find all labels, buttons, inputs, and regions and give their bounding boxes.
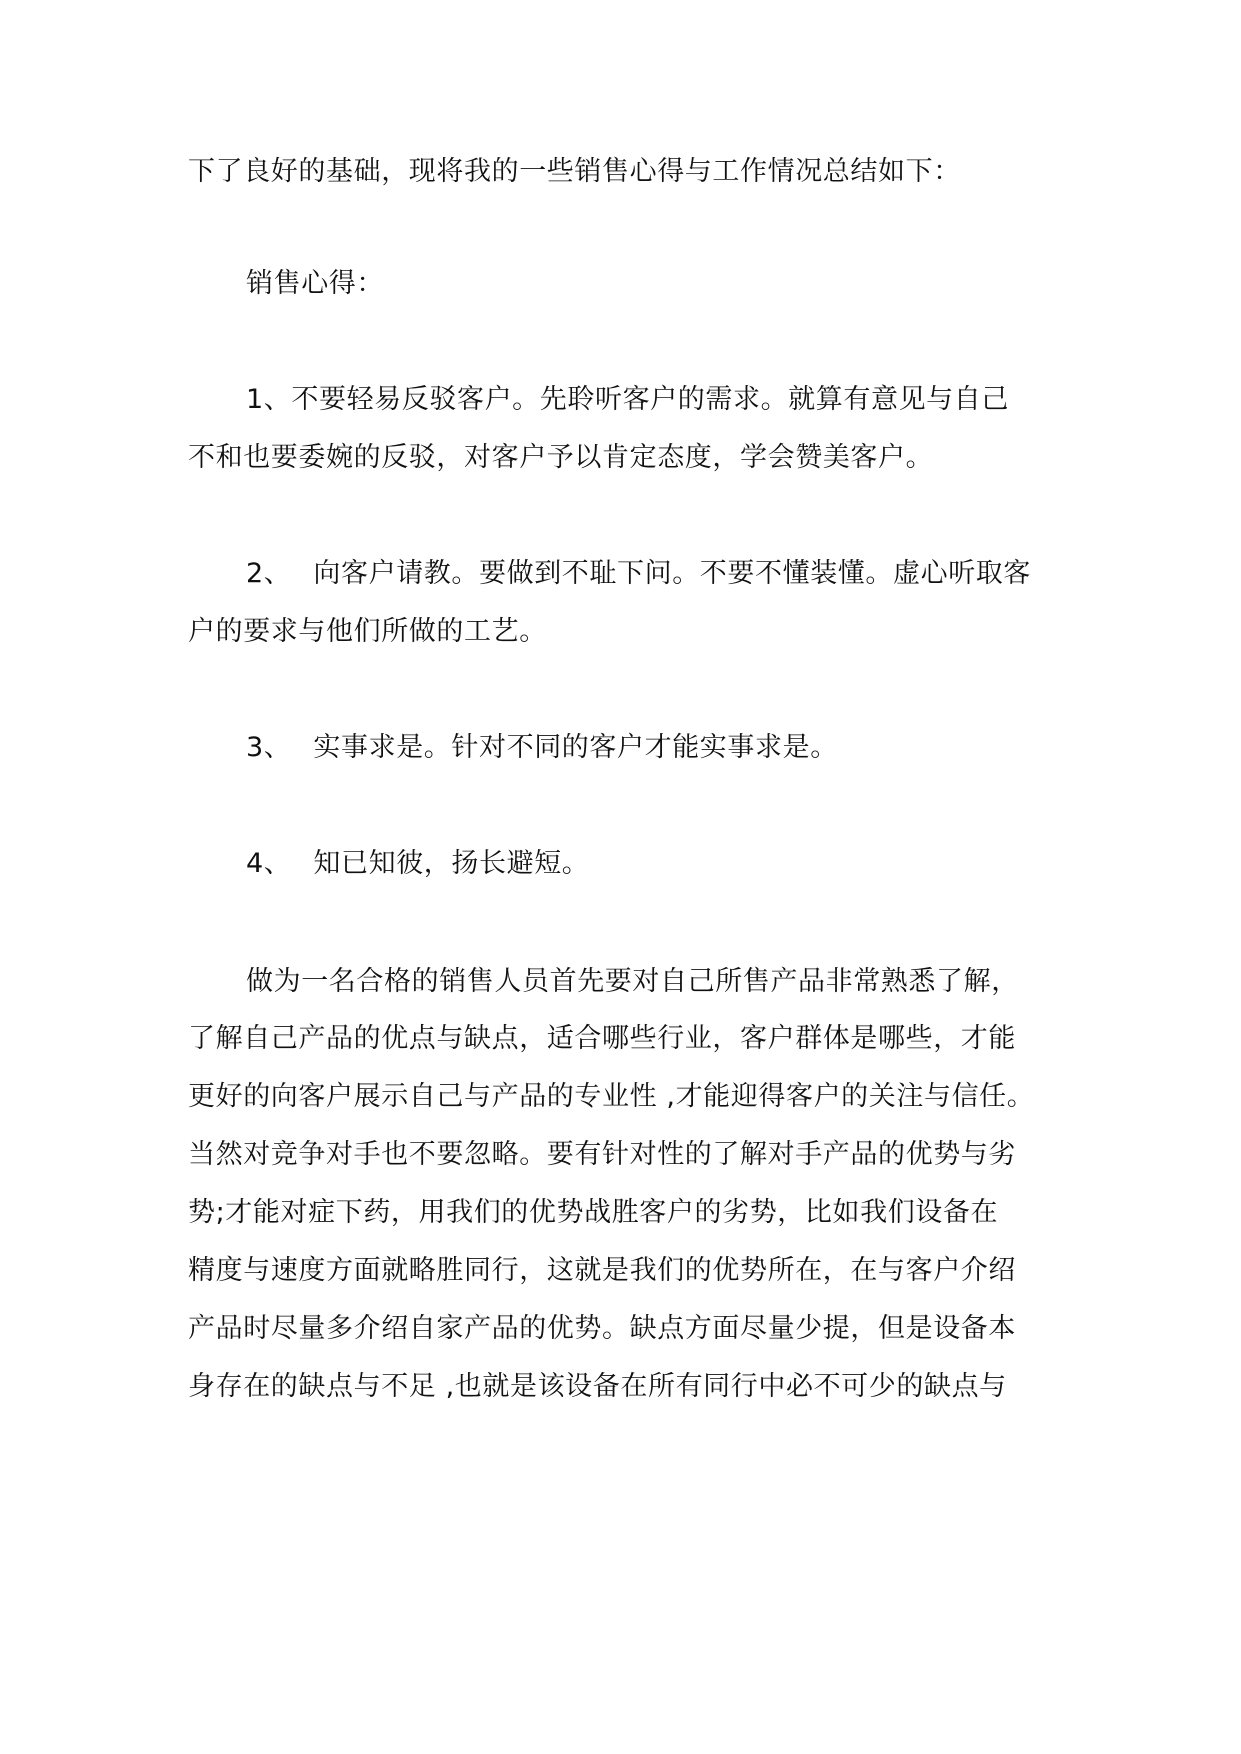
- paragraph-line: 身存在的缺点与不足 ,也就是该设备在所有同行中必不可少的缺点与: [188, 1371, 1007, 1402]
- list-number: 4、: [246, 848, 292, 879]
- paragraph-line: 更好的向客户展示自己与产品的专业性 ,才能迎得客户的关注与信任。: [188, 1081, 1035, 1112]
- list-item-1-line-2: 不和也要委婉的反驳，对客户予以肯定态度，学会赞美客户。: [188, 442, 934, 473]
- paragraph-line: 当然对竞争对手也不要忽略。要有针对性的了解对手产品的优势与劣: [188, 1139, 1016, 1170]
- paragraph-line: 势;才能对症下药，用我们的优势战胜客户的劣势，比如我们设备在: [188, 1197, 999, 1228]
- list-text: 知已知彼，扬长避短。: [313, 848, 590, 879]
- paragraph-line: 精度与速度方面就略胜同行，这就是我们的优势所在，在与客户介绍: [188, 1255, 1016, 1286]
- section-heading: 销售心得：: [246, 268, 384, 299]
- list-number: 3、: [246, 732, 292, 763]
- list-text: 实事求是。针对不同的客户才能实事求是。: [313, 732, 838, 763]
- list-item-4: [246, 844, 589, 884]
- list-number: 2、: [246, 558, 292, 589]
- list-item-1-line-1: 1、不要轻易反驳客户。先聆听客户的需求。就算有意见与自己: [246, 384, 1009, 415]
- list-text: 向客户请教。要做到不耻下问。不要不懂装懂。虚心听取客: [313, 558, 1031, 589]
- list-item-2-line-2: 户的要求与他们所做的工艺。: [188, 616, 547, 647]
- list-item-3: [246, 728, 838, 768]
- paragraph-line: 了解自己产品的优点与缺点，适合哪些行业，客户群体是哪些，才能: [188, 1023, 1016, 1054]
- list-item-2-line-1: [246, 554, 1031, 594]
- paragraph-line: 产品时尽量多介绍自家产品的优势。缺点方面尽量少提，但是设备本: [188, 1313, 1016, 1344]
- paragraph-line: 做为一名合格的销售人员首先要对自己所售产品非常熟悉了解，: [246, 966, 1019, 997]
- text-line: 下了良好的基础，现将我的一些销售心得与工作情况总结如下：: [188, 156, 961, 187]
